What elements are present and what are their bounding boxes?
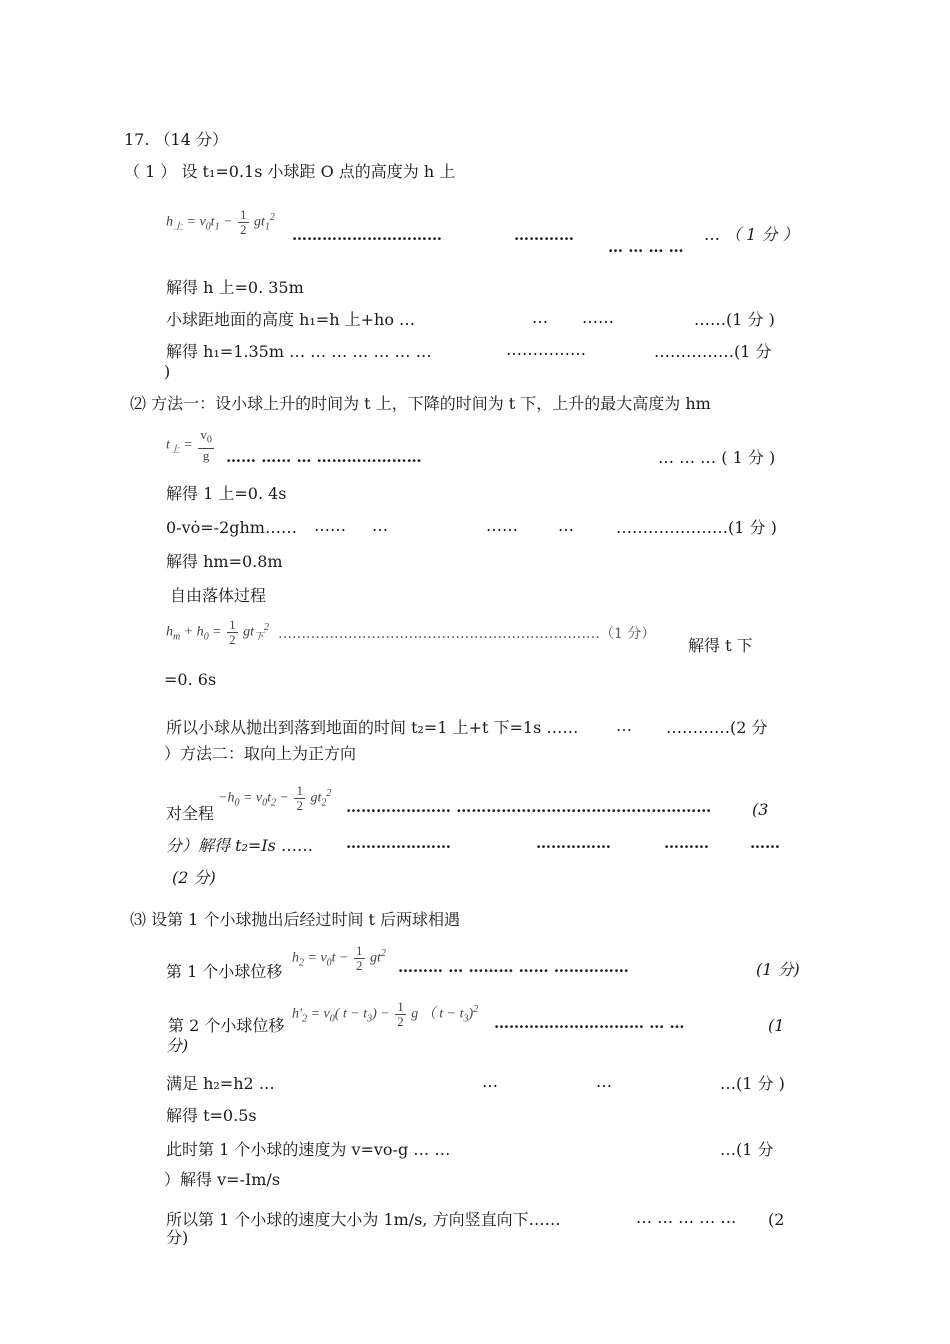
leader-dots: … bbox=[372, 516, 388, 535]
leader-dots: …… bbox=[582, 308, 614, 327]
solve-value: =0. 6s bbox=[164, 670, 217, 689]
leader-dots: ………………… bbox=[346, 834, 451, 852]
formula-t-up: $t_上$ = $\frac{v_0}{g}$ bbox=[166, 427, 212, 463]
final-answer-line: 所以第 1 个小球的速度大小为 1m/s, 方向竖直向下…… bbox=[166, 1210, 561, 1229]
score-mark: …(1 分 bbox=[720, 1140, 774, 1159]
leader-dots: … … … … … bbox=[636, 1208, 737, 1227]
displacement-label-1: 第 1 个小球位移 bbox=[166, 962, 283, 981]
formula-whole: $-h_0 = v_0t_2$ − $\frac{1}{2}$ $gt_2^2$ bbox=[218, 783, 332, 813]
condition-line: 满足 h₂=h2 … bbox=[166, 1074, 275, 1093]
leader-dots: …… bbox=[314, 516, 346, 535]
leader-dots: …… …… … ………………… bbox=[226, 448, 422, 466]
whole-process-label: 对全程 bbox=[166, 804, 215, 823]
solve-line: 解得 h₁=1.35m … … … … … … … bbox=[166, 342, 432, 361]
part3-intro: ⑶ 设第 1 个小球抛出后经过时间 t 后两球相遇 bbox=[130, 910, 461, 929]
formula-displacement-2: $h'_2 = v_0$( $t - t_3$) − $\frac{1}{2}$ g （ $t - t_3)^2$ bbox=[292, 999, 479, 1029]
leader-dots: …… bbox=[750, 834, 780, 852]
score-close: ) bbox=[164, 362, 171, 381]
leader-dots: …… bbox=[486, 516, 518, 535]
leader-dots: ………………………… … … bbox=[494, 1014, 685, 1032]
height-line: 小球距地面的高度 h₁=h 上+ho … bbox=[166, 310, 416, 329]
formula-freefall: $h_m + h_0$ = $\frac{1}{2}$ $gt_下^2$ bbox=[166, 617, 270, 647]
score-mark: (1 分) bbox=[756, 960, 800, 979]
formula-displacement-1: $h_2 = v_0t$ − $\frac{1}{2}$ $gt^2$ bbox=[292, 943, 386, 973]
leader-dots: ………………… …………………………………………… bbox=[346, 798, 712, 816]
solve-line: 解得 h 上=0. 35m bbox=[166, 278, 304, 297]
score-mark: 分) bbox=[166, 1228, 189, 1247]
equation-line: 0-vȯ=-2ghm…… bbox=[166, 518, 297, 537]
method-two: ）方法二：取向上为正方向 bbox=[164, 744, 357, 763]
formula-h-up: $h_上 = v_0t_1$ − $\frac{1}{2}$ $gt_1^2$ bbox=[166, 207, 275, 237]
leader-dots: …………… bbox=[506, 340, 586, 359]
leader-dots: … bbox=[482, 1072, 498, 1091]
leader-dots: … bbox=[596, 1072, 612, 1091]
score-mark: …………………(1 分 ) bbox=[616, 518, 777, 537]
score-mark: (2 分) bbox=[172, 868, 216, 887]
leader-dots: ……………………………………………………………（1 分） bbox=[278, 626, 656, 642]
part1-intro: （ 1 ） 设 t₁=0.1s 小球距 O 点的高度为 h 上 bbox=[124, 162, 456, 181]
question-header: 17. （14 分） bbox=[124, 130, 228, 149]
score-mark: 分) bbox=[166, 1036, 189, 1055]
score-mark: (2 bbox=[768, 1210, 785, 1229]
leader-dots: ………… bbox=[514, 226, 574, 244]
velocity-line: 此时第 1 个小球的速度为 v=vo-g … … bbox=[166, 1140, 451, 1159]
leader-dots: … bbox=[558, 516, 574, 535]
score-mark: ……(1 分 ) bbox=[694, 310, 775, 329]
solve-line: 解得 t=0.5s bbox=[166, 1106, 257, 1125]
leader-dots: ……… bbox=[664, 834, 709, 852]
method-one: ⑵ 方法一：设小球上升的时间为 t 上，下降的时间为 t 下，上升的最大高度为 hm bbox=[130, 394, 711, 413]
solve-line: 分）解得 t₂=Is …… bbox=[166, 836, 313, 855]
score-mark: …………(2 分 bbox=[666, 718, 768, 737]
score-mark: (1 bbox=[768, 1016, 785, 1035]
solve-line: ）解得 v=-Im/s bbox=[164, 1170, 281, 1189]
freefall-heading: 自由落体过程 bbox=[170, 586, 267, 605]
score-mark: (3 bbox=[752, 800, 769, 819]
leader-dots: … bbox=[532, 308, 548, 327]
leader-dots: ………………………… bbox=[292, 226, 442, 244]
score-mark: … … … ( 1 分 ) bbox=[658, 448, 776, 467]
score-mark: ……………(1 分 bbox=[654, 342, 772, 361]
total-time-line: 所以小球从抛出到落到地面的时间 t₂=1 上+t 下=1s …… bbox=[166, 718, 579, 737]
score-mark: … （ 1 分 ） bbox=[704, 225, 799, 244]
leader-dots: ……… … ……… …… …………… bbox=[398, 958, 629, 976]
leader-dots: … … … … bbox=[608, 238, 684, 256]
solve-line: 解得 1 上=0. 4s bbox=[166, 484, 287, 503]
displacement-label-2: 第 2 个小球位移 bbox=[168, 1016, 285, 1035]
score-mark: …(1 分 ) bbox=[720, 1074, 785, 1093]
leader-dots: … bbox=[616, 716, 632, 735]
solve-line: 解得 hm=0.8m bbox=[166, 552, 283, 571]
leader-dots: …………… bbox=[536, 834, 611, 852]
solve-line: 解得 t 下 bbox=[688, 636, 753, 655]
